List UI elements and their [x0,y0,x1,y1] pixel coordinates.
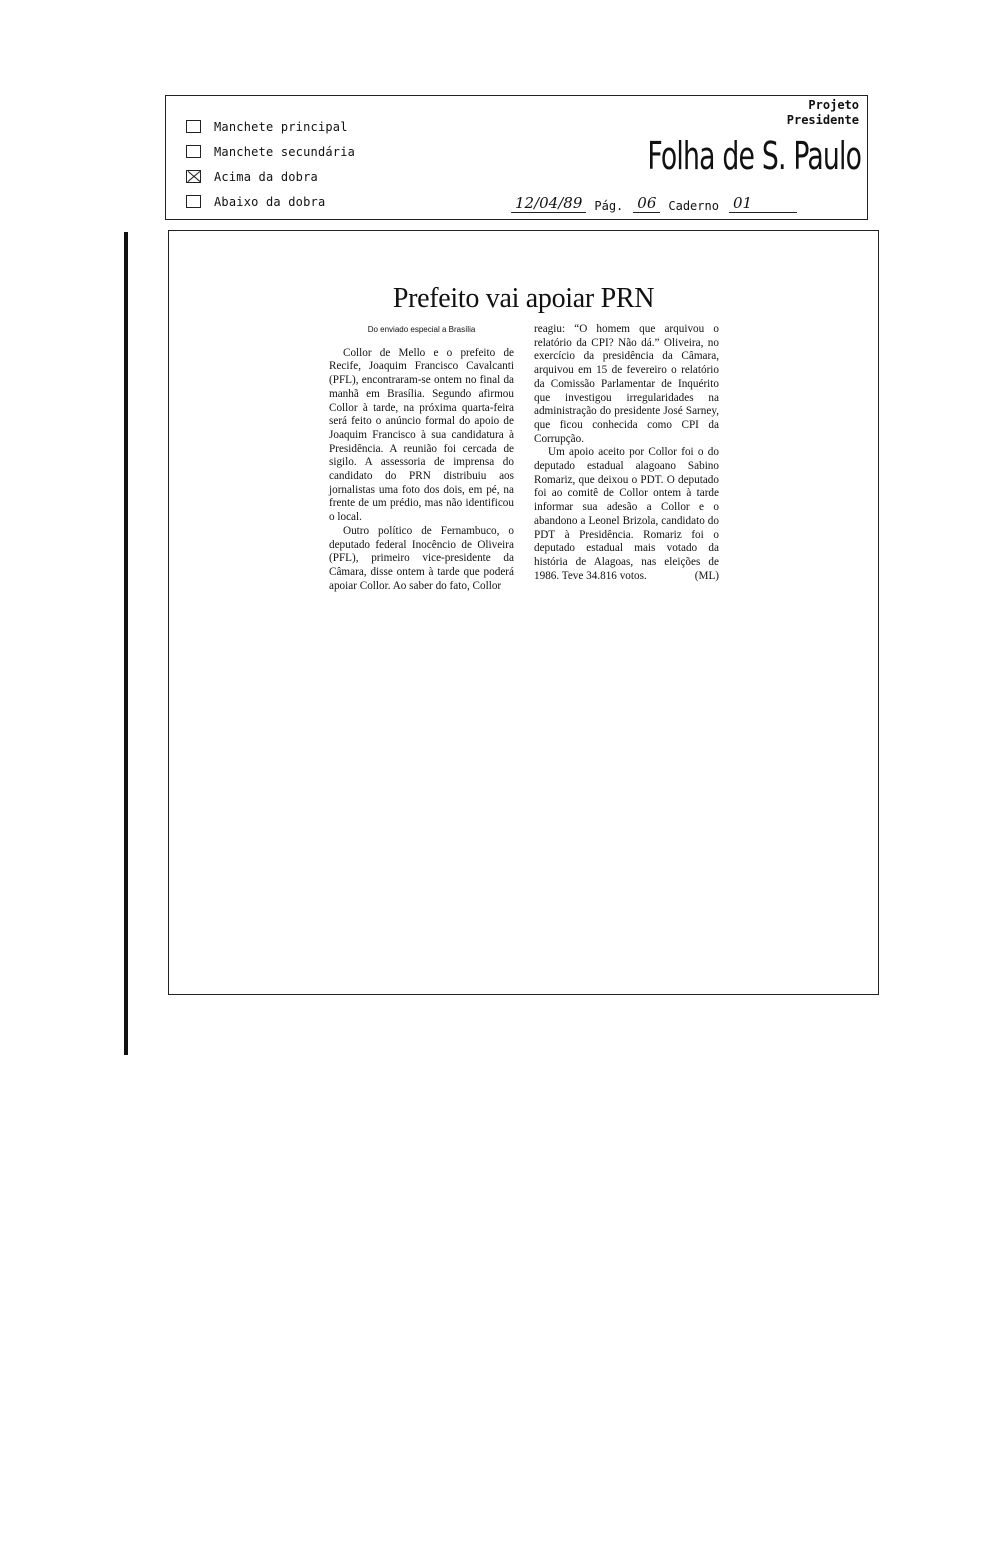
article-paragraph: Outro político de Fernambuco, o deputado federal Inocêncio de Oliveira (PFL), primeiro vice-presidente da Câmara, disse ontem à tarde que poderá apoiar Collor. Ao saber do fato, Collor [329,524,514,592]
clipping-meta [511,194,797,213]
checkbox-label: Manchete secundária [214,144,356,159]
checkbox-icon[interactable] [186,195,201,208]
article-paragraph [534,446,719,583]
checkbox-row-acima-da-dobra[interactable] [186,164,355,189]
article-headline: Prefeito vai apoiar PRN [392,283,655,314]
paragraph-text: Um apoio aceito por Collor foi o do deputado estadual alagoano Sabino Romariz, que deixou o PDT. O deputado foi ao comitê de Collor ontem à tarde informar sua adesão a Collor e o abandono a Leonel Brizola, candidato do PDT à Presidência. Romariz foi o deputado estadual mais votado da história de Alagoas, nas eleições de 1986. Teve 34.816 votos. [534,446,719,582]
project-label [787,98,859,128]
checkbox-icon[interactable] [186,145,201,158]
article-column-right [534,323,719,583]
article-paragraph: Collor de Mello e o prefeito de Recife, Joaquim Francisco Cavalcanti (PFL), encontraram-se ontem no final da manhã em Brasília. Segundo afirmou Collor à tarde, na próxima quarta-feira será feito o anúncio formal do apoio de Joaquim Francisco à sua candidatura à Presidência. A reunião foi cercada de sigilo. A assessoria de imprensa do candidato do PRN distribuiu aos jornalistas uma foto dos dois, em pé, na frente de um prédio, mas não identificou o local. [329,346,514,524]
article-byline: Do enviado especial a Brasília [367,325,476,334]
page-field: 06 [633,194,660,213]
date-field: 12/04/89 [511,194,586,213]
project-line-1: Projeto [808,98,859,112]
checked-checkbox-icon[interactable] [186,170,201,183]
checkbox-label: Acima da dobra [214,169,318,184]
checkbox-row-abaixo-da-dobra[interactable] [186,189,355,214]
newspaper-masthead: Folha de S. Paulo [647,134,861,178]
checkbox-label: Abaixo da dobra [214,194,326,209]
placement-checklist [186,114,355,214]
article-clipping [168,230,879,995]
section-field: 01 [729,194,797,213]
checkbox-label: Manchete principal [214,119,348,134]
checkbox-row-manchete-principal[interactable] [186,114,355,139]
clipping-header [165,95,868,220]
article-column-left [329,323,514,593]
author-signature: (ML) [694,569,719,582]
project-line-2: Presidente [786,113,859,127]
section-label: Caderno [668,199,719,213]
page-label: Pág. [594,199,624,213]
checkbox-row-manchete-secundaria[interactable] [186,139,355,164]
margin-bar [124,232,128,1055]
article-paragraph: reagiu: “O homem que arquivou o relatório da CPI? Não dá.” Oliveira, no exercício da presidência da Câmara, arquivou em 15 de fevereiro o relatório da Comissão Parlamentar de Inquérito que investigou irregularidades na administração do presidente José Sarney, que ficou conhecida como CPI da Corrupção. [534,323,719,445]
checkbox-icon[interactable] [186,120,201,133]
